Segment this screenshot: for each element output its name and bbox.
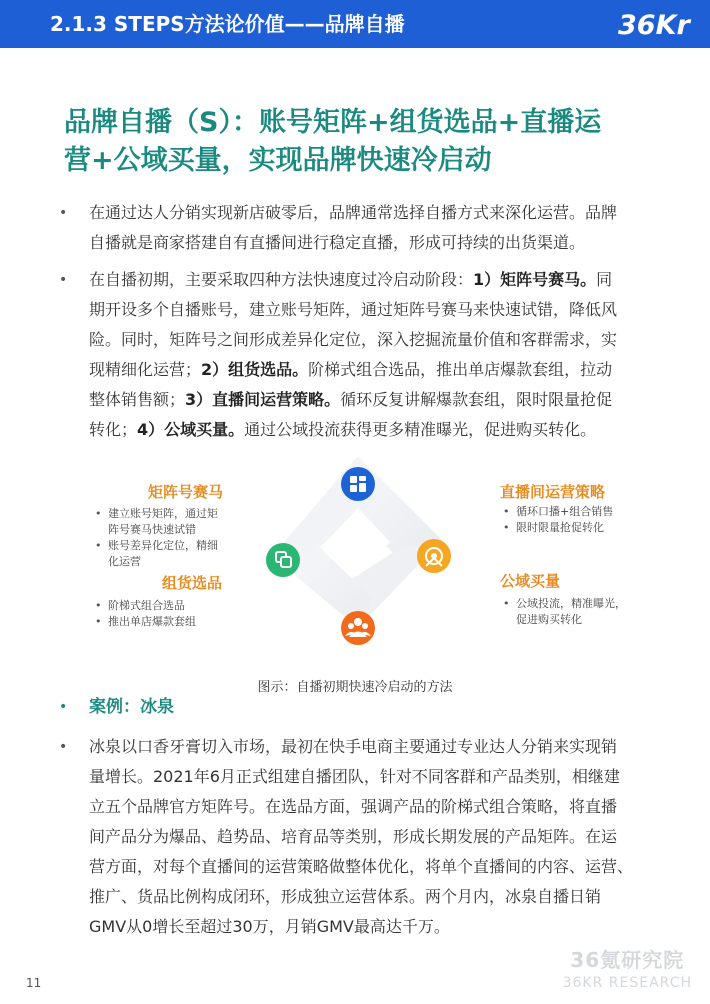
watermark-line-1: 36氪研究院 (570, 948, 685, 972)
paragraph-2-line-1 (89, 265, 657, 295)
text-segment: 在自播初期，主要采取四种方法快速度过冷启动阶段： (89, 270, 474, 289)
goods-items (92, 598, 196, 630)
paragraph-1-line-1: 在通过达人分销实现新店破零后，品牌通常选择自播方式来深化运营。品牌 (89, 203, 618, 222)
traffic-item-1: • 公域投流，精准曝光， (500, 596, 626, 612)
bold-method-3: 3）直播间运营策略。 (185, 390, 341, 409)
bold-method-1: 1）矩阵号赛马。 (473, 270, 597, 289)
logo-text: 36Kr (618, 10, 690, 41)
copy-icon (266, 543, 300, 577)
bullet-1: • (59, 205, 68, 221)
paragraph-3-line-3: 立五个品牌官方矩阵号。在选品方面，强调产品的阶梯式组合策略，将直播 (89, 797, 618, 816)
matrix-item-2: • 账号差异化定位，精细 (92, 538, 218, 554)
case-title: 案例：冰泉 (89, 697, 174, 717)
watermark (563, 944, 692, 991)
paragraph-3-line-6: 推广、货品比例构成闭环，形成独立运营体系。两个月内，冰泉自播日销 (89, 887, 602, 906)
matrix-item-1: • 建立账号矩阵，通过矩 (92, 506, 218, 522)
goods-title: 组货选品 (162, 574, 223, 592)
page-number: 11 (26, 976, 42, 990)
section-title: 2.1.3 STEPS方法论价值——品牌自播 (50, 12, 405, 36)
cold-start-diagram (0, 448, 710, 688)
case-bullet: • (59, 699, 68, 715)
bold-method-2: 2）组货选品。 (201, 360, 309, 379)
text-segment: 通过公域投流获得更多精准曝光，促进购买转化。 (244, 420, 597, 439)
live-items (500, 504, 613, 536)
paragraph-3-line-5: 营方面，对每个直播间的运营策略做整体优化，将单个直播间的内容、运营、 (89, 857, 634, 876)
text-segment: 转化； (89, 420, 138, 439)
heading-line-2: 营+公域买量，实现品牌快速冷启动 (64, 145, 492, 176)
paragraph-3-line-7: GMV从0增长至超过30万，月销GMV最高达千万。 (89, 917, 450, 936)
goods-item-1: • 阶梯式组合选品 (92, 598, 196, 614)
paragraph-3 (89, 732, 657, 942)
text-segment: 同 (596, 270, 613, 289)
live-title: 直播间运营策略 (500, 483, 606, 501)
paragraph-1-line-2: 自播就是商家搭建自有直播间进行稳定直播，形成可持续的出货渠道。 (89, 233, 586, 252)
bold-method-4: 4）公域买量。 (137, 420, 245, 439)
paragraph-1 (89, 198, 657, 258)
matrix-title: 矩阵号赛马 (148, 483, 224, 501)
broadcast-icon (417, 539, 451, 573)
figure-caption: 图示：自播初期快速冷启动的方法 (257, 680, 453, 695)
text-segment: 循环反复讲解爆款套组，限时限量抢促 (340, 390, 613, 409)
paragraph-2-line-5 (89, 385, 657, 415)
matrix-item-1-cont: 阵号赛马快速试错 (108, 523, 196, 536)
matrix-items (92, 506, 218, 570)
paragraph-3-line-1: 冰泉以口香牙膏切入市场，最初在快手电商主要通过专业达人分销来实现销 (89, 737, 618, 756)
heading-line-1: 品牌自播（S）：账号矩阵+组货选品+直播运 (64, 107, 602, 138)
text-segment: 整体销售额； (89, 390, 186, 409)
paragraph-2 (89, 265, 657, 445)
paragraph-3-line-2: 量增长。2021年6月正式组建自播团队，针对不同客群和产品类别，相继建 (89, 767, 620, 786)
header-bar (0, 0, 710, 48)
bullet-2: • (59, 272, 68, 288)
36kr-logo (614, 4, 698, 44)
live-item-1: • 循环口播+组合销售 (500, 504, 613, 520)
goods-item-2: • 推出单店爆款套组 (92, 614, 196, 630)
paragraph-2-line-2: 期开设多个自播账号，建立账号矩阵，通过矩阵号赛马来快速试错，降低风 (89, 300, 618, 319)
paragraph-3-line-4: 间产品分为爆品、趋势品、培育品等类别，形成长期发展的产品矩阵。在运 (89, 827, 618, 846)
traffic-item-1-cont: 促进购买转化 (516, 613, 582, 626)
paragraph-2-line-3: 险。同时，矩阵号之间形成差异化定位，深入挖掘流量价值和客群需求，实 (89, 330, 618, 349)
paragraph-2-line-6 (89, 415, 657, 445)
paragraph-2-line-4 (89, 355, 657, 385)
text-segment: 阶梯式组合选品，推出单店爆款套组，拉动 (308, 360, 613, 379)
grid-icon (341, 467, 375, 501)
traffic-title: 公域买量 (500, 572, 561, 590)
text-segment: 现精细化运营； (89, 360, 202, 379)
live-item-2: • 限时限量抢促转化 (500, 520, 613, 536)
watermark-line-2: 36KR RESEARCH (562, 975, 692, 991)
people-icon (341, 611, 375, 645)
main-heading (64, 104, 664, 180)
matrix-item-2-cont: 化运营 (108, 555, 141, 568)
traffic-items (500, 596, 626, 628)
bullet-3: • (59, 739, 68, 755)
